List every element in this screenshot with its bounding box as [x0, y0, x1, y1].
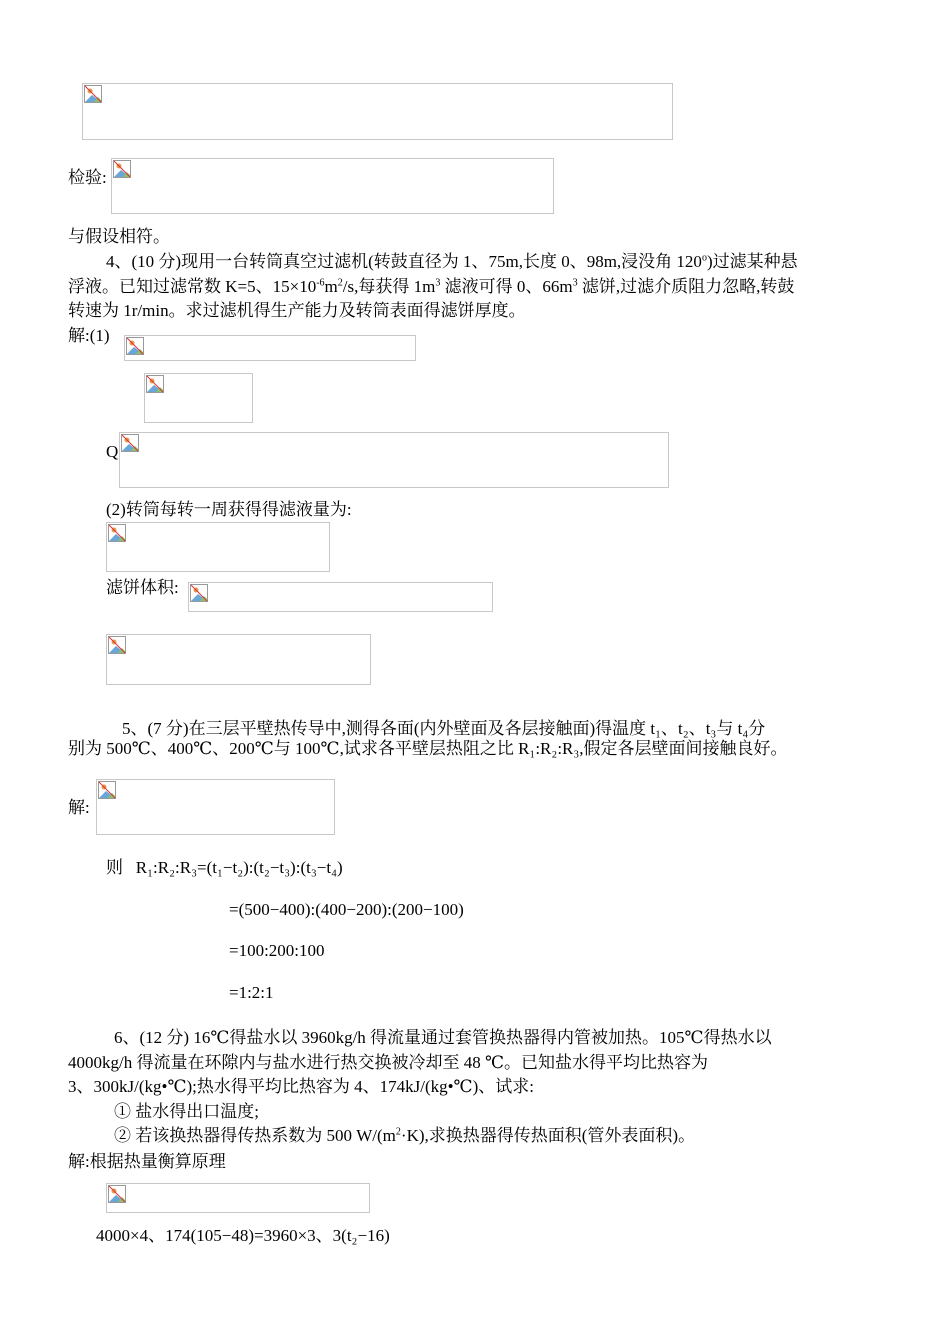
cake-volume-label: 滤饼体积:: [106, 578, 179, 597]
formula-image: [119, 432, 669, 488]
formula-image: [188, 582, 493, 612]
equation-line: =(500−400):(400−200):(200−100): [229, 900, 464, 919]
q4-line3: 转速为 1r/min。求过滤机得生产能力及转筒表面得滤饼厚度。: [68, 301, 526, 320]
broken-image-icon: [126, 337, 144, 355]
q6-line3: 3、300kJ/(kg•℃);热水得平均比热容为 4、174kJ/(kg•℃)、试求:: [68, 1077, 534, 1096]
broken-image-icon: [190, 584, 208, 602]
step2-text: (2)转筒每转一周获得得滤液量为:: [106, 500, 352, 519]
q6-line2: 4000kg/h 得流量在环隙内与盐水进行热交换被冷却至 48 ℃。已知盐水得平均比热容为: [68, 1053, 708, 1072]
broken-image-icon: [121, 434, 139, 452]
formula-image: [106, 634, 371, 685]
solution6-label: 解:根据热量衡算原理: [68, 1152, 226, 1171]
formula-image: [124, 335, 416, 361]
equation-line: 4000×4、174(105−48)=3960×3、3(t₂−16): [96, 1226, 390, 1245]
q4-line1: 4、(10 分)现用一台转筒真空过滤机(转鼓直径为 1、75m,长度 0、98m,浸没角 120$^o$)过滤某种悬: [106, 252, 798, 271]
formula-image: [106, 1183, 370, 1213]
formula-image: [144, 373, 253, 423]
equation-line: 则 R₁:R₂:R₃=(t₁−t₂):(t₂−t₃):(t₃−t₄): [106, 858, 343, 877]
equation-line: =100:200:100: [229, 941, 325, 960]
broken-image-icon: [108, 1185, 126, 1203]
formula-image: [111, 158, 554, 214]
q6-line1: 6、(12 分) 16℃得盐水以 3960kg/h 得流量通过套管换热器得内管被加热。105℃得热水以: [114, 1028, 772, 1047]
q6-item1: ① 盐水得出口温度;: [114, 1102, 259, 1121]
broken-image-icon: [98, 781, 116, 799]
equation-line: =1:2:1: [229, 983, 274, 1002]
q-label: Q: [106, 442, 119, 461]
formula-image: [106, 522, 330, 572]
broken-image-icon: [146, 375, 164, 393]
solution1-label: 解:(1): [68, 326, 110, 345]
q5-line1: 5、(7 分)在三层平壁热传导中,测得各面(内外壁面及各层接触面)得温度 t₁、t₂、t₃与 t₄分: [122, 719, 766, 738]
check-label: 检验:: [68, 168, 107, 187]
q5-line2: 别为 500℃、400℃、200℃与 100℃,试求各平壁层热阻之比 R₁:R₂:R₃,假定各层壁面间接触良好。: [68, 739, 788, 758]
broken-image-icon: [108, 524, 126, 542]
solution5-label: 解:: [68, 798, 90, 817]
formula-image: [96, 779, 335, 835]
consistent-text: 与假设相符。: [68, 227, 170, 246]
broken-image-icon: [108, 636, 126, 654]
broken-image-icon: [113, 160, 131, 178]
formula-image: [82, 83, 673, 140]
q4-line2: 浮液。已知过滤常数 K=5、$15\times 10^{-6}m^2/s$,每获得 $1m^3$ 滤液可得 0、$66m^3$ 滤饼,过滤介质阻力忽略,转鼓: [68, 277, 795, 296]
broken-image-icon: [84, 85, 102, 103]
q6-item2: ② 若该换热器得传热系数为 500 $W/(m^2\cdot K)$,求换热器得传热面积(管外表面积)。: [114, 1126, 696, 1145]
